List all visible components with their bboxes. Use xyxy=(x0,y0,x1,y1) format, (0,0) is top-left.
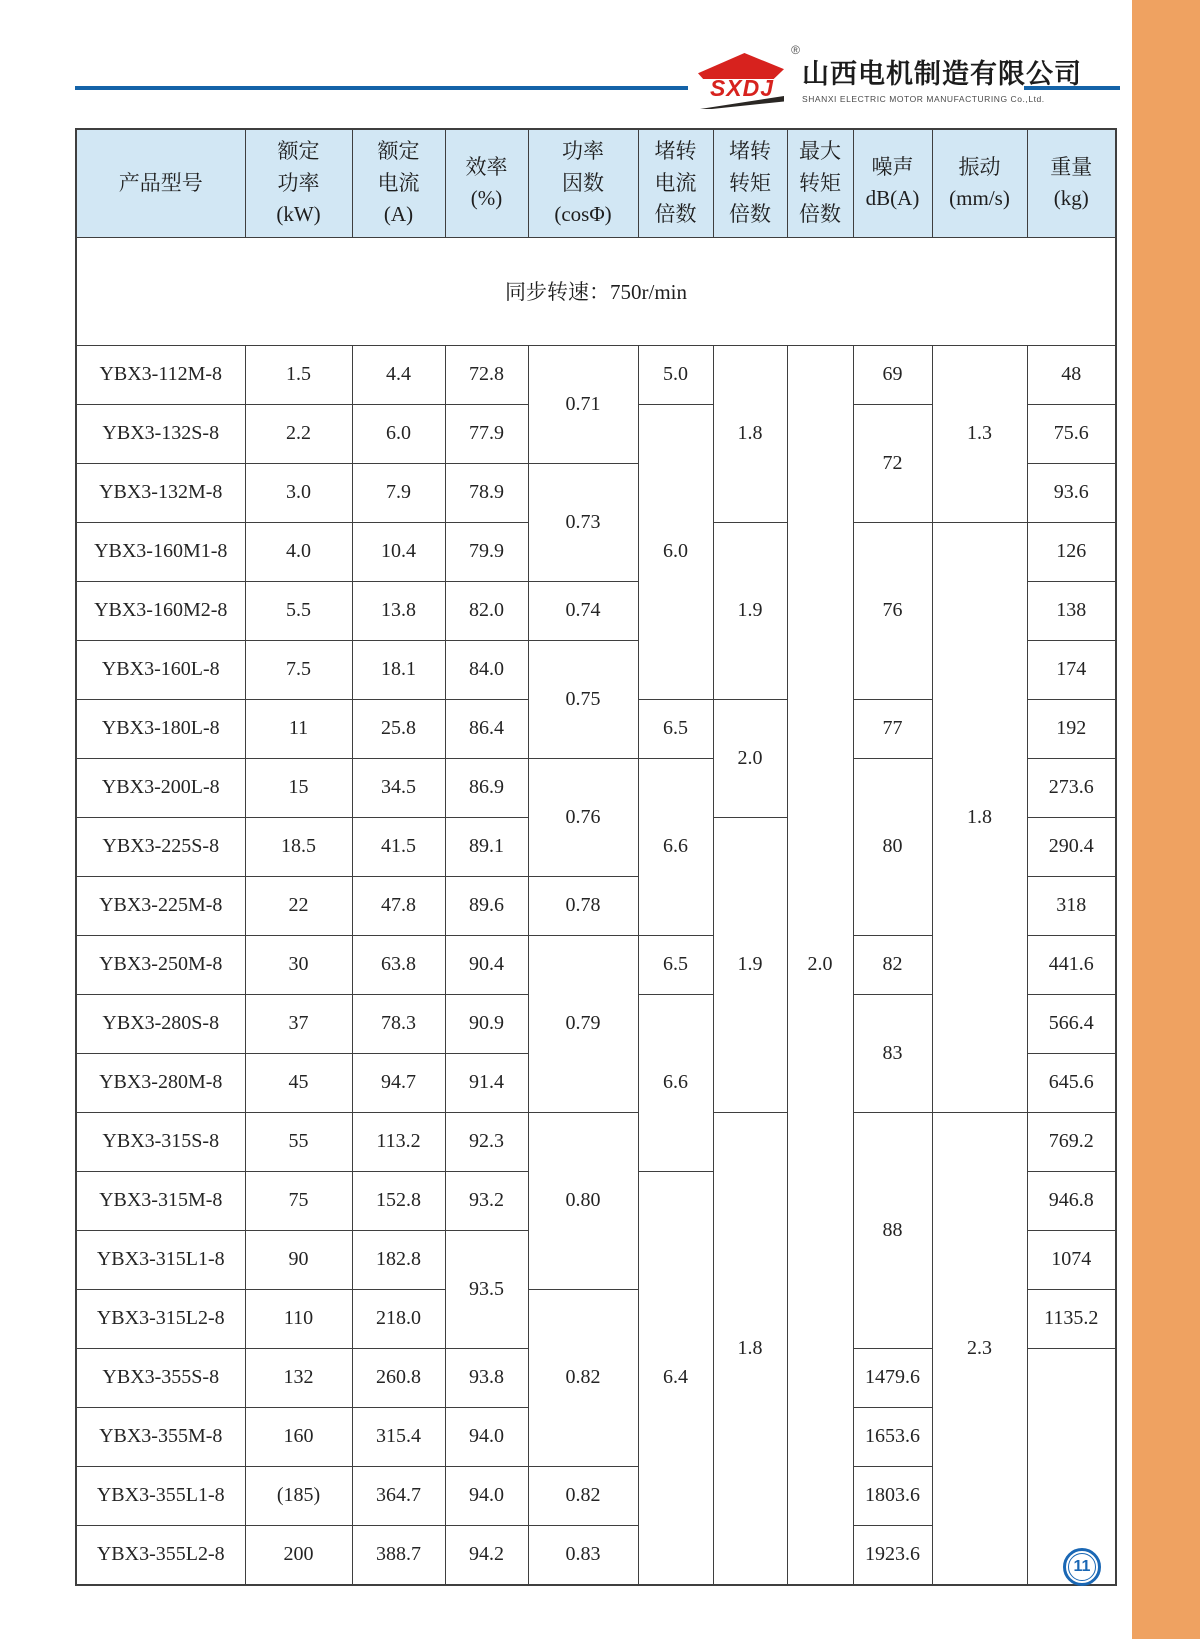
model-cell: YBX3-160M1-8 xyxy=(76,522,245,581)
data-cell: 79.9 xyxy=(445,522,528,581)
data-cell: 3.0 xyxy=(245,463,352,522)
data-cell: 318 xyxy=(1027,876,1116,935)
data-cell: 34.5 xyxy=(352,758,445,817)
model-cell: YBX3-132M-8 xyxy=(76,463,245,522)
data-cell: (185) xyxy=(245,1466,352,1525)
data-cell: 86.9 xyxy=(445,758,528,817)
data-cell: 83 xyxy=(853,994,932,1112)
data-cell: 364.7 xyxy=(352,1466,445,1525)
data-cell: 132 xyxy=(245,1348,352,1407)
data-cell: 0.78 xyxy=(528,876,638,935)
data-cell: 1.8 xyxy=(932,522,1027,1112)
model-cell: YBX3-280M-8 xyxy=(76,1053,245,1112)
data-cell: 138 xyxy=(1027,581,1116,640)
data-cell: 93.8 xyxy=(445,1348,528,1407)
col-efficiency: 效率 (%) xyxy=(445,129,528,237)
data-cell: 441.6 xyxy=(1027,935,1116,994)
data-cell: 4.4 xyxy=(352,345,445,404)
sxdj-logo-icon xyxy=(688,43,800,111)
data-cell: 0.73 xyxy=(528,463,638,581)
data-cell: 84.0 xyxy=(445,640,528,699)
data-cell: 1653.6 xyxy=(853,1407,932,1466)
data-cell: 388.7 xyxy=(352,1525,445,1585)
data-cell: 0.83 xyxy=(528,1525,638,1585)
data-cell: 645.6 xyxy=(1027,1053,1116,1112)
data-cell: 0.74 xyxy=(528,581,638,640)
data-cell: 89.6 xyxy=(445,876,528,935)
model-cell: YBX3-355S-8 xyxy=(76,1348,245,1407)
data-cell: 1.8 xyxy=(713,345,787,522)
data-cell: 1.5 xyxy=(245,345,352,404)
data-cell: 2.0 xyxy=(787,345,853,1585)
col-max-torque-ratio: 最大 转矩 倍数 xyxy=(787,129,853,237)
data-cell: 260.8 xyxy=(352,1348,445,1407)
data-cell: 18.5 xyxy=(245,817,352,876)
data-cell: 90.9 xyxy=(445,994,528,1053)
col-rated-current: 额定 电流 (A) xyxy=(352,129,445,237)
data-cell: 94.0 xyxy=(445,1407,528,1466)
data-cell: 15 xyxy=(245,758,352,817)
data-cell: 72 xyxy=(853,404,932,522)
data-cell: 2.0 xyxy=(713,699,787,817)
model-cell: YBX3-160M2-8 xyxy=(76,581,245,640)
model-cell: YBX3-315M-8 xyxy=(76,1171,245,1230)
company-logo xyxy=(688,40,1082,116)
data-cell: 69 xyxy=(853,345,932,404)
col-noise: 噪声 dB(A) xyxy=(853,129,932,237)
data-cell: 1.8 xyxy=(713,1112,787,1585)
data-cell: 7.9 xyxy=(352,463,445,522)
data-cell: 0.82 xyxy=(528,1466,638,1525)
data-cell: 93.2 xyxy=(445,1171,528,1230)
model-cell: YBX3-355L2-8 xyxy=(76,1525,245,1585)
data-cell: 6.0 xyxy=(638,404,713,699)
data-cell: 6.5 xyxy=(638,935,713,994)
registered-trademark-icon: ® xyxy=(791,43,800,57)
data-cell: 88 xyxy=(853,1112,932,1348)
data-cell: 192 xyxy=(1027,699,1116,758)
data-cell: 76 xyxy=(853,522,932,699)
data-cell: 13.8 xyxy=(352,581,445,640)
col-weight: 重量 (kg) xyxy=(1027,129,1116,237)
data-cell: 89.1 xyxy=(445,817,528,876)
model-cell: YBX3-112M-8 xyxy=(76,345,245,404)
data-cell: 113.2 xyxy=(352,1112,445,1171)
data-cell: 94.7 xyxy=(352,1053,445,1112)
data-cell: 0.82 xyxy=(528,1289,638,1466)
data-cell: 0.71 xyxy=(528,345,638,463)
data-cell: 90 xyxy=(245,1230,352,1289)
data-cell: 82.0 xyxy=(445,581,528,640)
model-cell: YBX3-315L1-8 xyxy=(76,1230,245,1289)
data-cell: 273.6 xyxy=(1027,758,1116,817)
data-cell: 86.4 xyxy=(445,699,528,758)
col-vibration: 振动 (mm/s) xyxy=(932,129,1027,237)
data-cell: 0.79 xyxy=(528,935,638,1112)
col-locked-rotor-torque-ratio: 堵转 转矩 倍数 xyxy=(713,129,787,237)
col-locked-rotor-current-ratio: 堵转 电流 倍数 xyxy=(638,129,713,237)
data-cell: 94.2 xyxy=(445,1525,528,1585)
data-cell: 10.4 xyxy=(352,522,445,581)
data-cell: 72.8 xyxy=(445,345,528,404)
data-cell: 1803.6 xyxy=(853,1466,932,1525)
data-cell: 93.5 xyxy=(445,1230,528,1348)
data-cell: 1479.6 xyxy=(853,1348,932,1407)
data-cell: 25.8 xyxy=(352,699,445,758)
company-name-cn: 山西电机制造有限公司 xyxy=(802,59,1082,89)
data-cell: 30 xyxy=(245,935,352,994)
table-body xyxy=(76,345,1116,1585)
data-cell: 4.0 xyxy=(245,522,352,581)
data-cell: 41.5 xyxy=(352,817,445,876)
data-cell: 6.6 xyxy=(638,758,713,935)
data-cell: 75 xyxy=(245,1171,352,1230)
data-cell: 80 xyxy=(853,758,932,935)
table-row xyxy=(76,1112,1116,1171)
data-cell: 45 xyxy=(245,1053,352,1112)
data-cell: 2.3 xyxy=(932,1112,1027,1585)
data-cell: 0.75 xyxy=(528,640,638,758)
data-cell: 174 xyxy=(1027,640,1116,699)
col-rated-power: 额定 功率 (kW) xyxy=(245,129,352,237)
data-cell: 92.3 xyxy=(445,1112,528,1171)
data-cell: 315.4 xyxy=(352,1407,445,1466)
data-cell: 290.4 xyxy=(1027,817,1116,876)
model-cell: YBX3-355L1-8 xyxy=(76,1466,245,1525)
page-number-inner-ring xyxy=(1068,1553,1096,1581)
model-cell: YBX3-160L-8 xyxy=(76,640,245,699)
data-cell: 47.8 xyxy=(352,876,445,935)
data-cell: 82 xyxy=(853,935,932,994)
data-cell: 55 xyxy=(245,1112,352,1171)
data-cell: 0.76 xyxy=(528,758,638,876)
data-cell: 5.5 xyxy=(245,581,352,640)
model-cell: YBX3-315L2-8 xyxy=(76,1289,245,1348)
data-cell: 1.9 xyxy=(713,522,787,699)
data-cell: 946.8 xyxy=(1027,1171,1116,1230)
data-cell: 1.9 xyxy=(713,817,787,1112)
model-cell: YBX3-355M-8 xyxy=(76,1407,245,1466)
sync-speed-banner: 同步转速：750r/min xyxy=(76,237,1116,345)
model-cell: YBX3-180L-8 xyxy=(76,699,245,758)
data-cell: 78.3 xyxy=(352,994,445,1053)
company-name-en: SHANXI ELECTRIC MOTOR MANUFACTURING Co.,Ltd. xyxy=(802,94,1045,104)
data-cell: 75.6 xyxy=(1027,404,1116,463)
data-cell: 77.9 xyxy=(445,404,528,463)
data-cell: 6.0 xyxy=(352,404,445,463)
data-cell: 18.1 xyxy=(352,640,445,699)
page-number: 11 xyxy=(1073,1558,1091,1575)
data-cell: 182.8 xyxy=(352,1230,445,1289)
page-side-strip xyxy=(1132,0,1200,1639)
col-model: 产品型号 xyxy=(76,129,245,237)
data-cell: 200 xyxy=(245,1525,352,1585)
data-cell: 78.9 xyxy=(445,463,528,522)
data-cell: 2.2 xyxy=(245,404,352,463)
model-cell: YBX3-250M-8 xyxy=(76,935,245,994)
data-cell: 6.5 xyxy=(638,699,713,758)
model-cell: YBX3-200L-8 xyxy=(76,758,245,817)
data-cell: 5.0 xyxy=(638,345,713,404)
data-cell: 0.80 xyxy=(528,1112,638,1289)
model-cell: YBX3-225M-8 xyxy=(76,876,245,935)
data-cell: 7.5 xyxy=(245,640,352,699)
data-cell: 6.6 xyxy=(638,994,713,1171)
data-cell: 93.6 xyxy=(1027,463,1116,522)
model-cell: YBX3-225S-8 xyxy=(76,817,245,876)
data-cell: 1923.6 xyxy=(853,1525,932,1585)
motor-spec-table xyxy=(75,128,1117,1586)
data-cell: 1.3 xyxy=(932,345,1027,522)
model-cell: YBX3-132S-8 xyxy=(76,404,245,463)
data-cell: 126 xyxy=(1027,522,1116,581)
data-cell: 218.0 xyxy=(352,1289,445,1348)
data-cell: 22 xyxy=(245,876,352,935)
data-cell: 566.4 xyxy=(1027,994,1116,1053)
data-cell: 37 xyxy=(245,994,352,1053)
data-cell: 94.0 xyxy=(445,1466,528,1525)
table-header xyxy=(76,129,1116,345)
data-cell: 1135.2 xyxy=(1027,1289,1116,1348)
model-cell: YBX3-280S-8 xyxy=(76,994,245,1053)
col-power-factor: 功率 因数 (cosΦ) xyxy=(528,129,638,237)
page-number-badge xyxy=(1063,1548,1101,1586)
data-cell: 160 xyxy=(245,1407,352,1466)
data-cell: 63.8 xyxy=(352,935,445,994)
data-cell: 90.4 xyxy=(445,935,528,994)
data-cell: 769.2 xyxy=(1027,1112,1116,1171)
data-cell: 91.4 xyxy=(445,1053,528,1112)
data-cell: 152.8 xyxy=(352,1171,445,1230)
data-cell: 110 xyxy=(245,1289,352,1348)
model-cell: YBX3-315S-8 xyxy=(76,1112,245,1171)
data-cell: 77 xyxy=(853,699,932,758)
data-cell: 48 xyxy=(1027,345,1116,404)
logo-word: SXDJ xyxy=(709,75,775,101)
table-row xyxy=(76,345,1116,404)
data-cell: 11 xyxy=(245,699,352,758)
data-cell: 1074 xyxy=(1027,1230,1116,1289)
data-cell: 6.4 xyxy=(638,1171,713,1585)
